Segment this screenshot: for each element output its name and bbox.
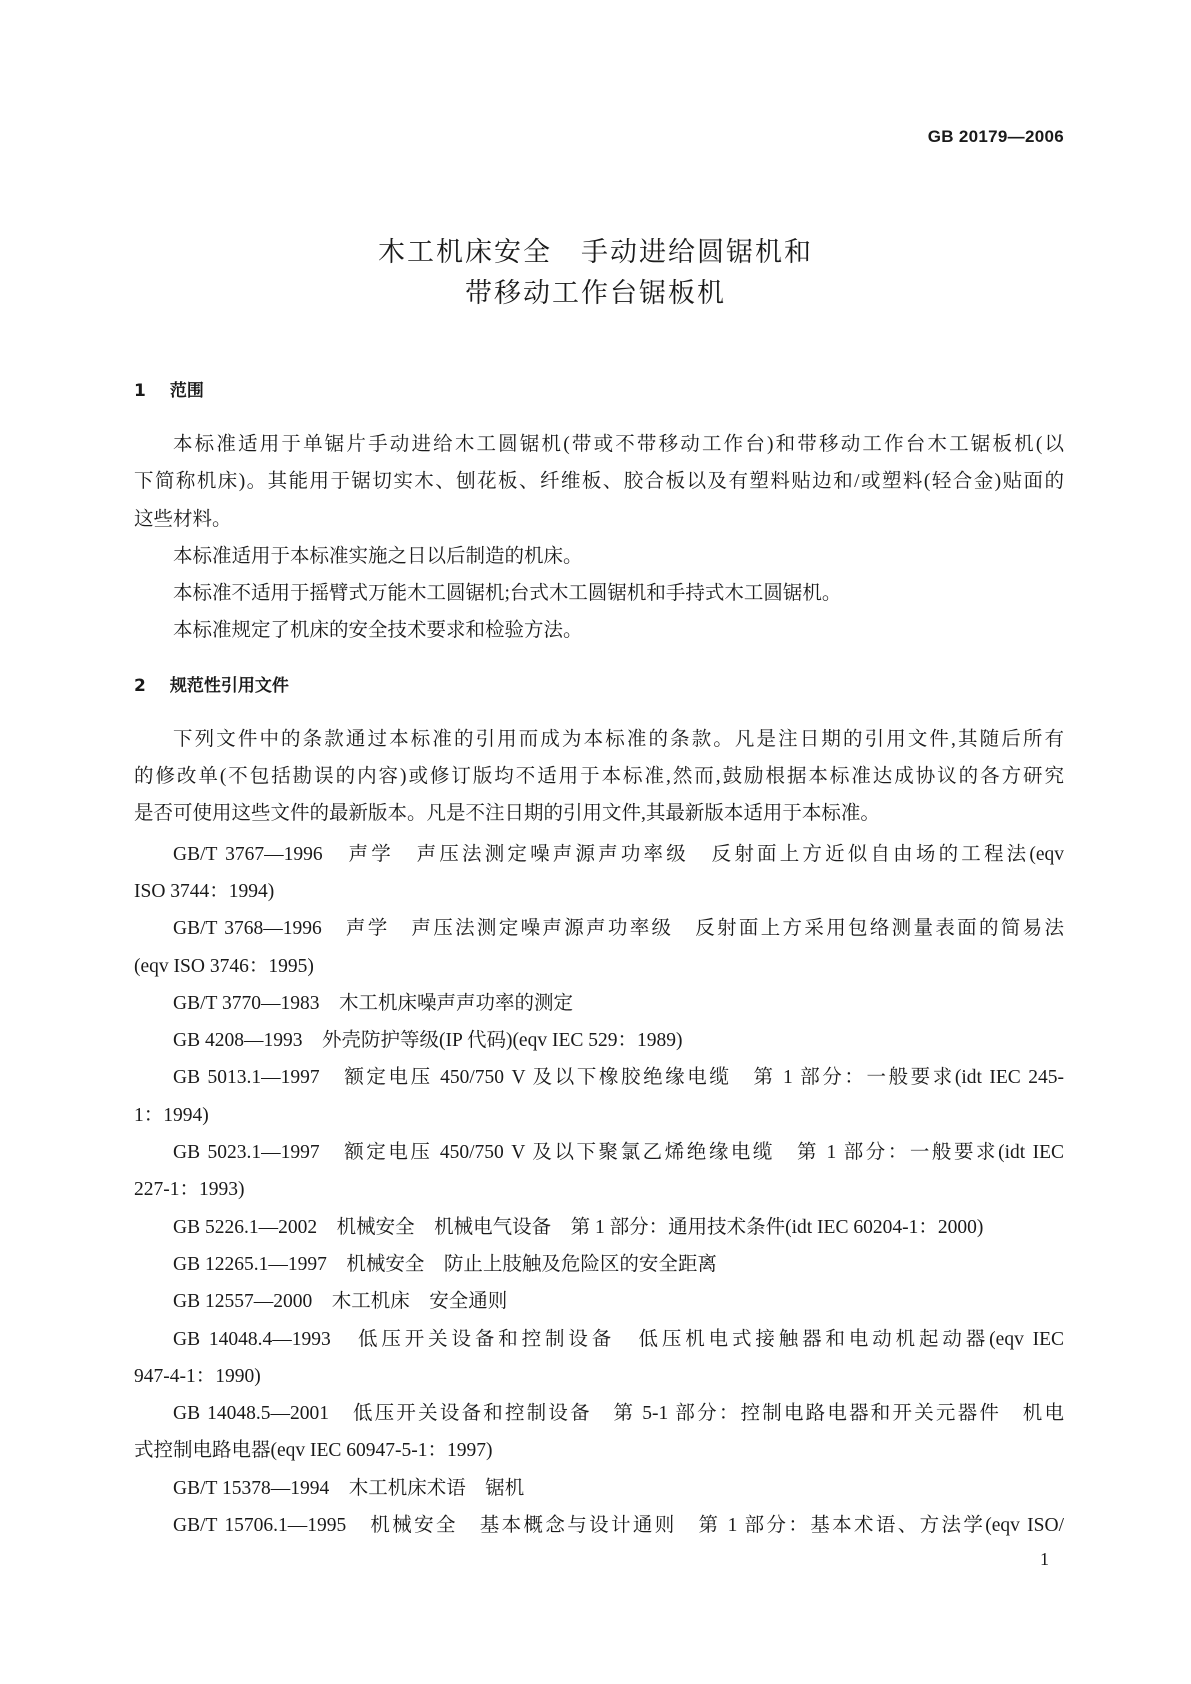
text-line: GB/T 15378—1994 木工机床术语 锯机 — [173, 1477, 525, 1499]
section-title: 规范性引用文件 — [169, 675, 289, 696]
text-line: 947-4-1：1990) — [134, 1365, 261, 1387]
reference-item — [134, 1470, 1064, 1507]
reference-item — [134, 1022, 1064, 1059]
text-line: 227-1：1993) — [134, 1179, 245, 1201]
text-line: GB 5226.1—2002 机械安全 机械电气设备 第 1 部分：通用技术条件(idt IEC 60204-1：2000) — [173, 1216, 984, 1238]
text-line: 这些材料。 — [134, 508, 232, 530]
paragraph — [134, 426, 1064, 538]
text-line: 是否可使用这些文件的最新版本。凡是不注日期的引用文件,其最新版本适用于本标准。 — [134, 803, 880, 825]
reference-item — [134, 1507, 1064, 1544]
reference-item — [134, 985, 1064, 1022]
text-line: GB 5013.1—1997 额定电压 450/750 V 及以下橡胶绝缘电缆 第 1 部分：一般要求(idt IEC 245- — [173, 1067, 1064, 1089]
text-line: 本标准适用于本标准实施之日以后制造的机床。 — [173, 545, 583, 567]
title-line-2: 带移动工作台锯板机 — [465, 278, 726, 309]
section-heading-normative-references — [134, 668, 1064, 705]
document-title — [0, 232, 1191, 314]
text-line: 的修改单(不包括勘误的内容)或修订版均不适用于本标准,然而,鼓励根据本标准达成协议的各方研究 — [134, 766, 1064, 788]
text-line: GB 12265.1—1997 机械安全 防止上肢触及危险区的安全距离 — [173, 1253, 717, 1275]
text-line: GB/T 3768—1996 声学 声压法测定噪声源声功率级 反射面上方采用包络测量表面的简易法 — [173, 918, 1064, 940]
section-title: 范围 — [169, 381, 204, 401]
text-line: 本标准适用于单锯片手动进给木工圆锯机(带或不带移动工作台)和带移动工作台木工锯板机(以 — [173, 434, 1064, 455]
text-line: 下简称机床)。其能用于锯切实木、刨花板、纤维板、胶合板以及有塑料贴边和/或塑料(轻合金)贴面的 — [134, 471, 1064, 493]
document-body — [134, 373, 1064, 1544]
reference-item — [134, 1321, 1064, 1396]
paragraph — [134, 575, 1064, 612]
reference-item — [134, 1395, 1064, 1470]
text-line: 下列文件中的条款通过本标准的引用而成为本标准的条款。凡是注日期的引用文件,其随后所有 — [173, 728, 1064, 750]
title-line-1: 木工机床安全 手动进给圆锯机和 — [378, 237, 813, 268]
paragraph — [134, 721, 1064, 833]
reference-item — [134, 1059, 1064, 1134]
reference-item — [134, 1209, 1064, 1246]
text-line: 式控制电路电器(eqv IEC 60947-5-1：1997) — [134, 1440, 493, 1462]
reference-item — [134, 1283, 1064, 1320]
section-references-intro — [134, 721, 1064, 833]
text-line: GB 14048.4—1993 低压开关设备和控制设备 低压机电式接触器和电动机起动器(eqv IEC — [173, 1328, 1064, 1350]
paragraph — [134, 538, 1064, 575]
text-line: (eqv ISO 3746：1995) — [134, 955, 314, 977]
text-line: GB/T 3767—1996 声学 声压法测定噪声源声功率级 反射面上方近似自由场的工程法(eqv — [173, 843, 1064, 865]
text-line: 本标准不适用于摇臂式万能木工圆锯机;台式木工圆锯机和手持式木工圆锯机。 — [173, 583, 842, 605]
reference-item — [134, 1134, 1064, 1209]
text-line: 1：1994) — [134, 1104, 209, 1126]
reference-item — [134, 836, 1064, 911]
text-line: GB/T 3770—1983 木工机床噪声声功率的测定 — [173, 992, 573, 1014]
section-number: 1 — [134, 381, 146, 401]
text-line: GB/T 15706.1—1995 机械安全 基本概念与设计通则 第 1 部分：基本术语、方法学(eqv ISO/ — [173, 1515, 1064, 1537]
text-line: GB 5023.1—1997 额定电压 450/750 V 及以下聚氯乙烯绝缘电缆 第 1 部分：一般要求(idt IEC — [173, 1142, 1064, 1164]
text-line: GB 4208—1993 外壳防护等级(IP 代码)(eqv IEC 529：1989) — [173, 1030, 683, 1052]
reference-list — [134, 836, 1064, 1545]
section-heading-scope — [134, 373, 1064, 410]
page-number: 1 — [1040, 1549, 1049, 1569]
text-line: ISO 3744：1994) — [134, 880, 275, 902]
document-number: GB 20179—2006 — [927, 127, 1064, 146]
paragraph — [134, 612, 1064, 649]
section-scope-content — [134, 426, 1064, 650]
text-line: 本标准规定了机床的安全技术要求和检验方法。 — [173, 620, 583, 642]
text-line: GB 14048.5—2001 低压开关设备和控制设备 第 5-1 部分：控制电路电器和开关元器件 机电 — [173, 1403, 1064, 1425]
section-number: 2 — [134, 675, 146, 696]
reference-item — [134, 1246, 1064, 1283]
reference-item — [134, 910, 1064, 985]
text-line: GB 12557—2000 木工机床 安全通则 — [173, 1291, 508, 1313]
